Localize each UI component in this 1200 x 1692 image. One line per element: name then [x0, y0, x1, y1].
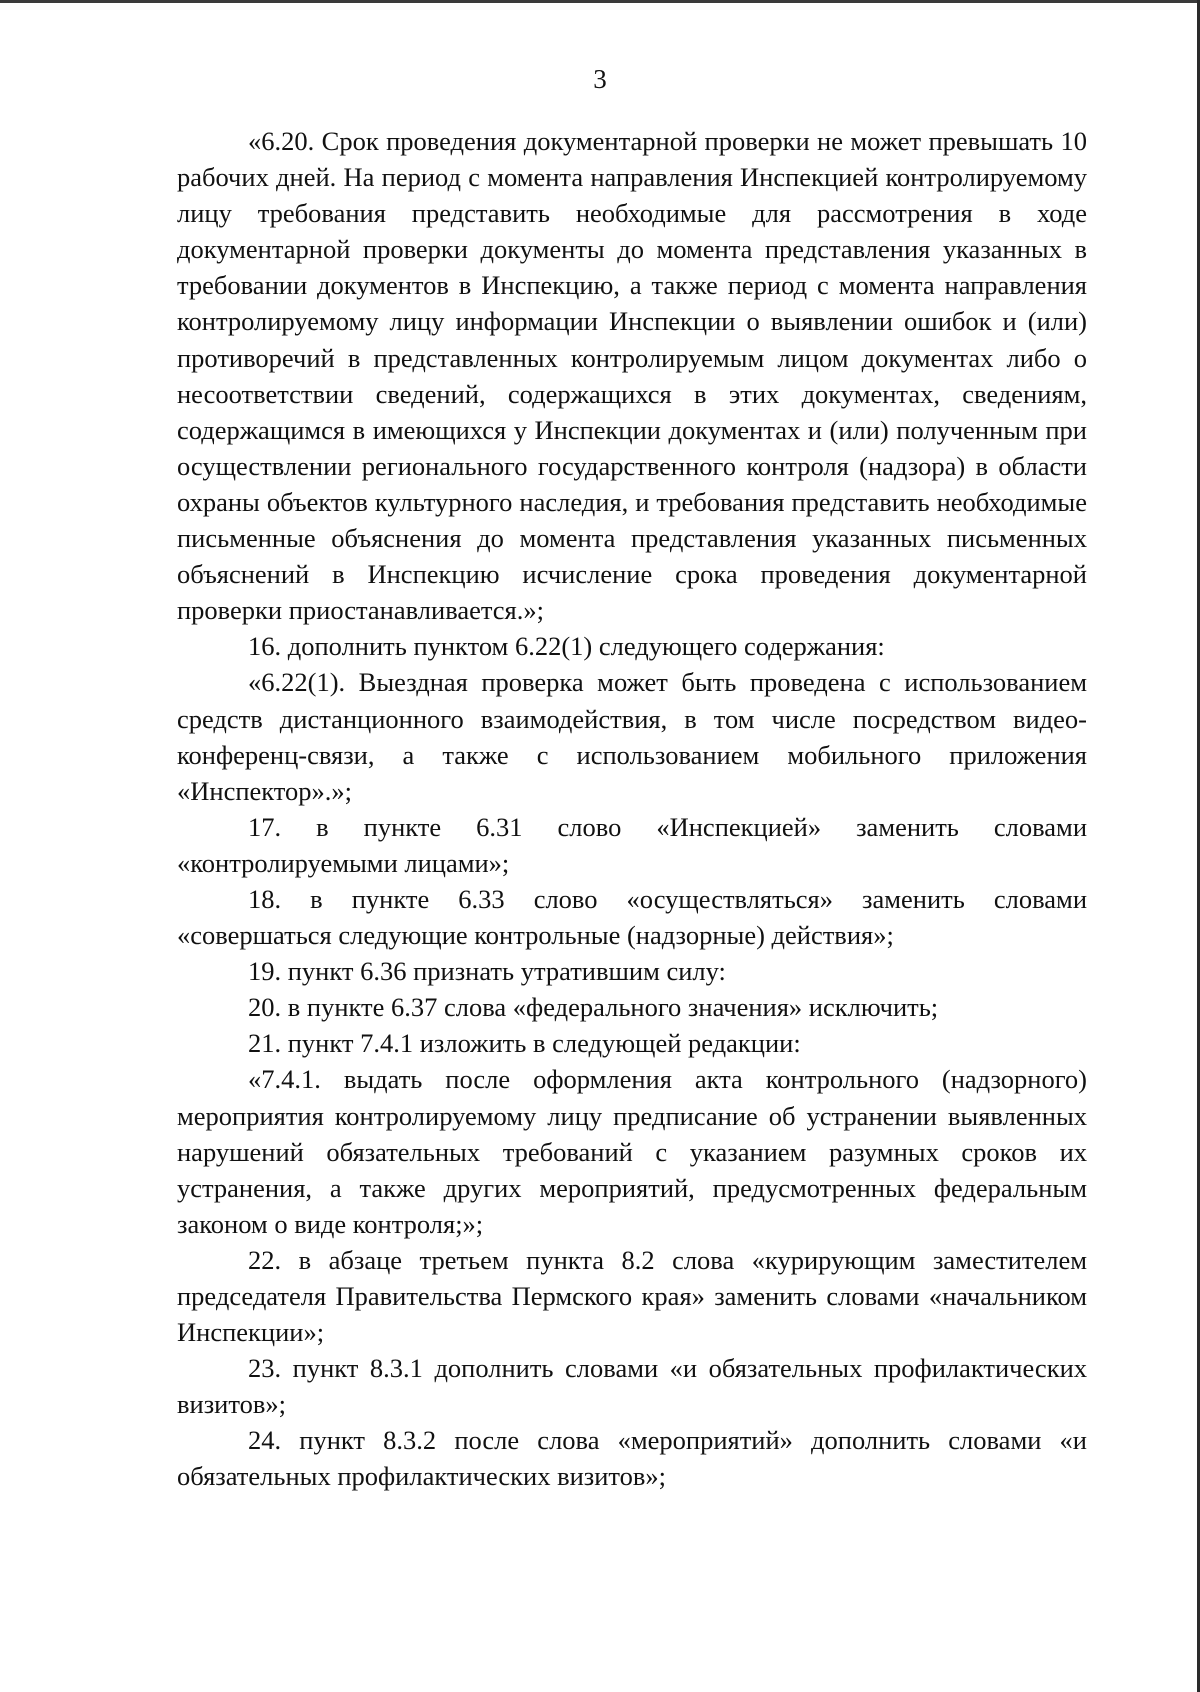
- paragraph-19: 19. пункт 6.36 признать утратившим силу:: [248, 956, 726, 987]
- paragraph-17: 17. в пункте 6.31 слово «Инспекцией» заменить словами «контролируемыми лицами»;: [177, 811, 1087, 878]
- paragraph-16: 16. дополнить пунктом 6.22(1) следующего содержания:: [248, 631, 885, 662]
- paragraph-21: 21. пункт 7.4.1 изложить в следующей редакции:: [248, 1028, 801, 1059]
- paragraph-18: 18. в пункте 6.33 слово «осуществляться» заменить словами «совершаться следующие контрольные (надзорные) действия»;: [177, 883, 1087, 951]
- paragraph-23: 23. пункт 8.3.1 дополнить словами «и обязательных профилактических визитов»;: [177, 1353, 1087, 1420]
- page-number: 3: [593, 64, 607, 94]
- paragraph-22: 22. в абзаце третьем пункта 8.2 слова «курирующим заместителем председателя Правительства Пермского края» заменить словами «начальником Инспекции»;: [177, 1244, 1087, 1348]
- scan-border-top: [0, 0, 1200, 3]
- paragraph-24: 24. пункт 8.3.2 после слова «мероприятий» дополнить словами «и обязательных профилактических визитов»;: [177, 1425, 1087, 1492]
- document-body: [177, 123, 1087, 1495]
- paragraph-20: 20. в пункте 6.37 слова «федерального значения» исключить;: [248, 992, 939, 1023]
- paragraph-6-22-1: «6.22(1). Выездная проверка может быть проведена с использованием средств дистанционного взаимодействия, в том числе посредством видео-конференц-связи, а также с использованием мобильного приложения «Инспектор».»;: [177, 667, 1087, 806]
- paragraph-6-20: «6.20. Срок проведения документарной проверки не может превышать 10 рабочих дней. На период с момента направления Инспекцией контролируемому лицу требования представить необходимые для рассмотрения в ходе документарной проверки документы до момента представления указанных в требовании документов в Инспекцию, а также период с момента направления контролируемому лицу информации Инспекции о выявлении ошибок и (или) противоречий в представленных контролируемым лицом документах либо о несоответствии сведений, содержащихся в этих документах, сведениям, содержащимся в имеющихся у Инспекции документах и (или) полученным при осуществлении регионального государственного контроля (надзора) в области охраны объектов культурного наследия, и требования представить необходимые письменные объяснения до момента представления указанных письменных объяснений в Инспекцию исчисление срока проведения документарной проверки приостанавливается.»;: [177, 126, 1087, 626]
- paragraph-7-4-1: «7.4.1. выдать после оформления акта контрольного (надзорного) мероприятия контролируемому лицу предписание об устранении выявленных нарушений обязательных требований с указанием разумных сроков их устранения, а также других мероприятий, предусмотренных федеральным законом о виде контроля;»;: [177, 1064, 1087, 1239]
